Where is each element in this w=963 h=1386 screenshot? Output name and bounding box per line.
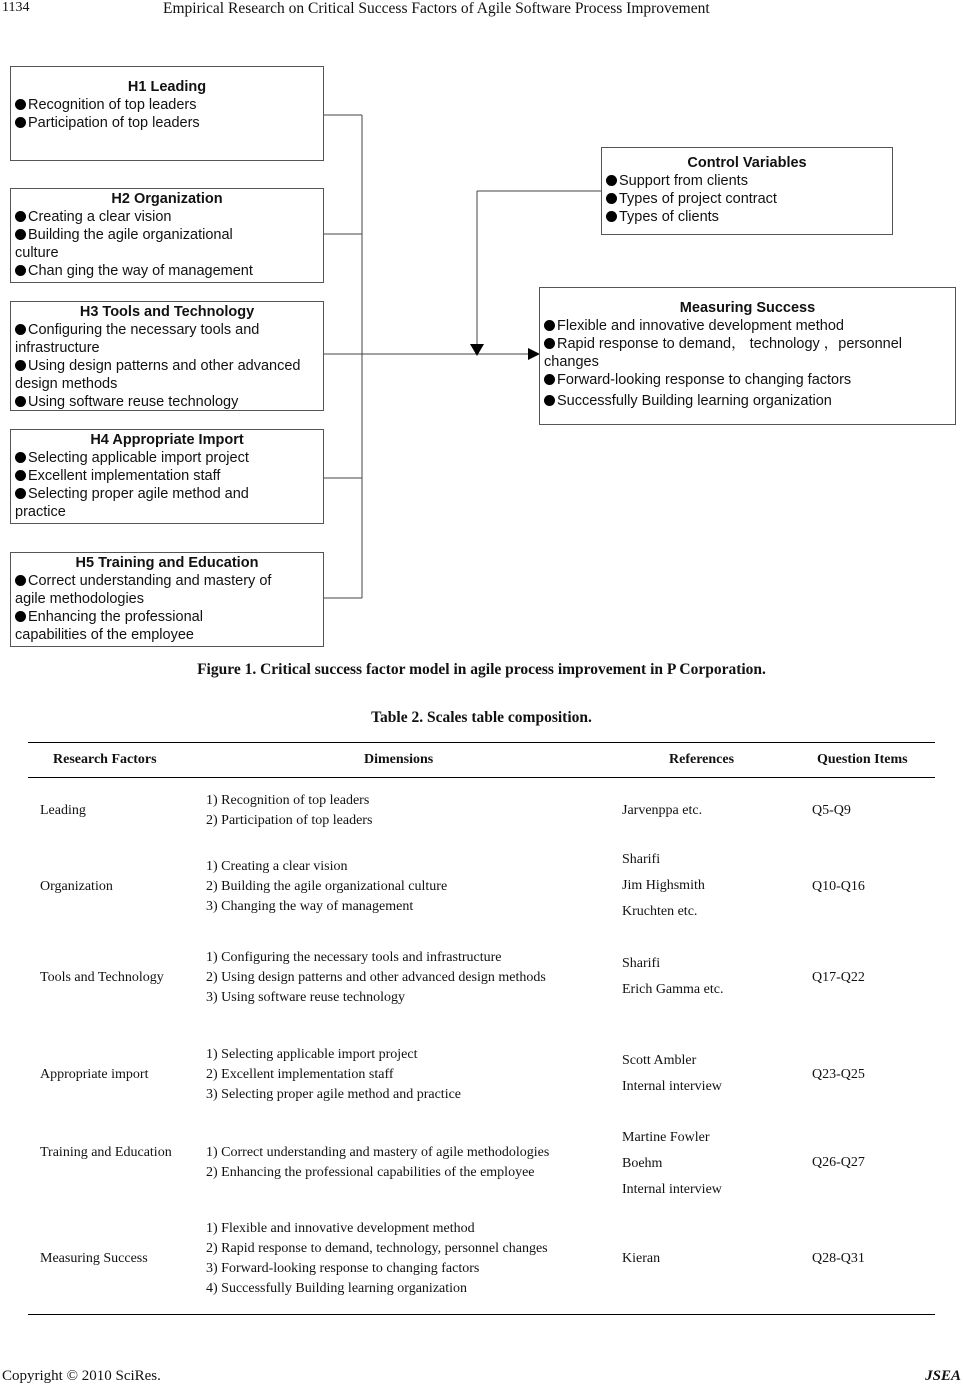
box-h4-appropriate-import: H4 Appropriate Import Selecting applicable import project Excellent implementation staff Selecting proper agile method and practice bbox=[10, 429, 324, 524]
bullet-icon bbox=[606, 175, 617, 186]
bullet-icon bbox=[544, 320, 555, 331]
box-title: Measuring Success bbox=[679, 300, 816, 316]
box-h1-leading: H1 Leading Recognition of top leaders Participation of top leaders bbox=[10, 66, 324, 161]
col-header-question-items: Question Items bbox=[817, 752, 908, 767]
box-title: H1 Leading bbox=[127, 79, 207, 95]
bullet-icon bbox=[15, 99, 26, 110]
bullet-icon bbox=[15, 488, 26, 499]
table-caption: Table 2. Scales table composition. bbox=[371, 709, 592, 726]
running-title: Empirical Research on Critical Success Factors of Agile Software Process Improvement bbox=[163, 0, 710, 17]
col-header-references: References bbox=[669, 752, 735, 767]
box-title: H2 Organization bbox=[111, 191, 223, 207]
bullet-icon bbox=[15, 360, 26, 371]
page-number: 1134 bbox=[2, 0, 30, 15]
box-h5-training-education: H5 Training and Education Correct understanding and mastery of agile methodologies Enhancing the professional capabilities of the employee bbox=[10, 552, 324, 647]
journal-abbrev: JSEA bbox=[925, 1368, 961, 1384]
figure-caption: Figure 1. Critical success factor model in agile process improvement in P Corporation. bbox=[197, 661, 766, 678]
bullet-icon bbox=[15, 324, 26, 335]
bullet-icon bbox=[15, 211, 26, 222]
bullet-icon bbox=[544, 395, 555, 406]
copyright: Copyright © 2010 SciRes. bbox=[2, 1368, 161, 1384]
bullet-icon bbox=[15, 117, 26, 128]
bullet-icon bbox=[606, 193, 617, 204]
box-h3-tools-technology: H3 Tools and Technology Configuring the necessary tools and infrastructure Using design patterns and other advanced design methods Using software reuse technology bbox=[10, 301, 324, 411]
table-header-rule bbox=[28, 777, 935, 778]
bullet-icon bbox=[15, 396, 26, 407]
col-header-dimensions: Dimensions bbox=[364, 752, 434, 767]
bullet-icon bbox=[15, 611, 26, 622]
bullet-icon bbox=[15, 470, 26, 481]
box-title: H4 Appropriate Import bbox=[90, 432, 244, 448]
bullet-icon bbox=[15, 265, 26, 276]
box-control-variables: Control Variables Support from clients Types of project contract Types of clients bbox=[601, 147, 893, 235]
bullet-icon bbox=[544, 374, 555, 385]
bullet-icon bbox=[606, 211, 617, 222]
bullet-icon bbox=[15, 575, 26, 586]
col-header-factors: Research Factors bbox=[53, 752, 157, 767]
box-h2-organization: H2 Organization Creating a clear vision Building the agile organizational culture Chan ging the way of management bbox=[10, 188, 324, 283]
box-measuring-success: Measuring Success Flexible and innovative development method Rapid response to demand， technology ，personnel changes Forward-looking response to changing factors Successfully Building learning organization bbox=[539, 287, 956, 425]
bullet-icon bbox=[544, 338, 555, 349]
bullet-icon bbox=[15, 452, 26, 463]
box-title: Control Variables bbox=[687, 155, 807, 171]
bullet-icon bbox=[15, 229, 26, 240]
table-bottom-rule bbox=[28, 1314, 935, 1315]
table-top-rule bbox=[28, 742, 935, 743]
box-title: H3 Tools and Technology bbox=[79, 304, 255, 320]
box-title: H5 Training and Education bbox=[75, 555, 259, 571]
